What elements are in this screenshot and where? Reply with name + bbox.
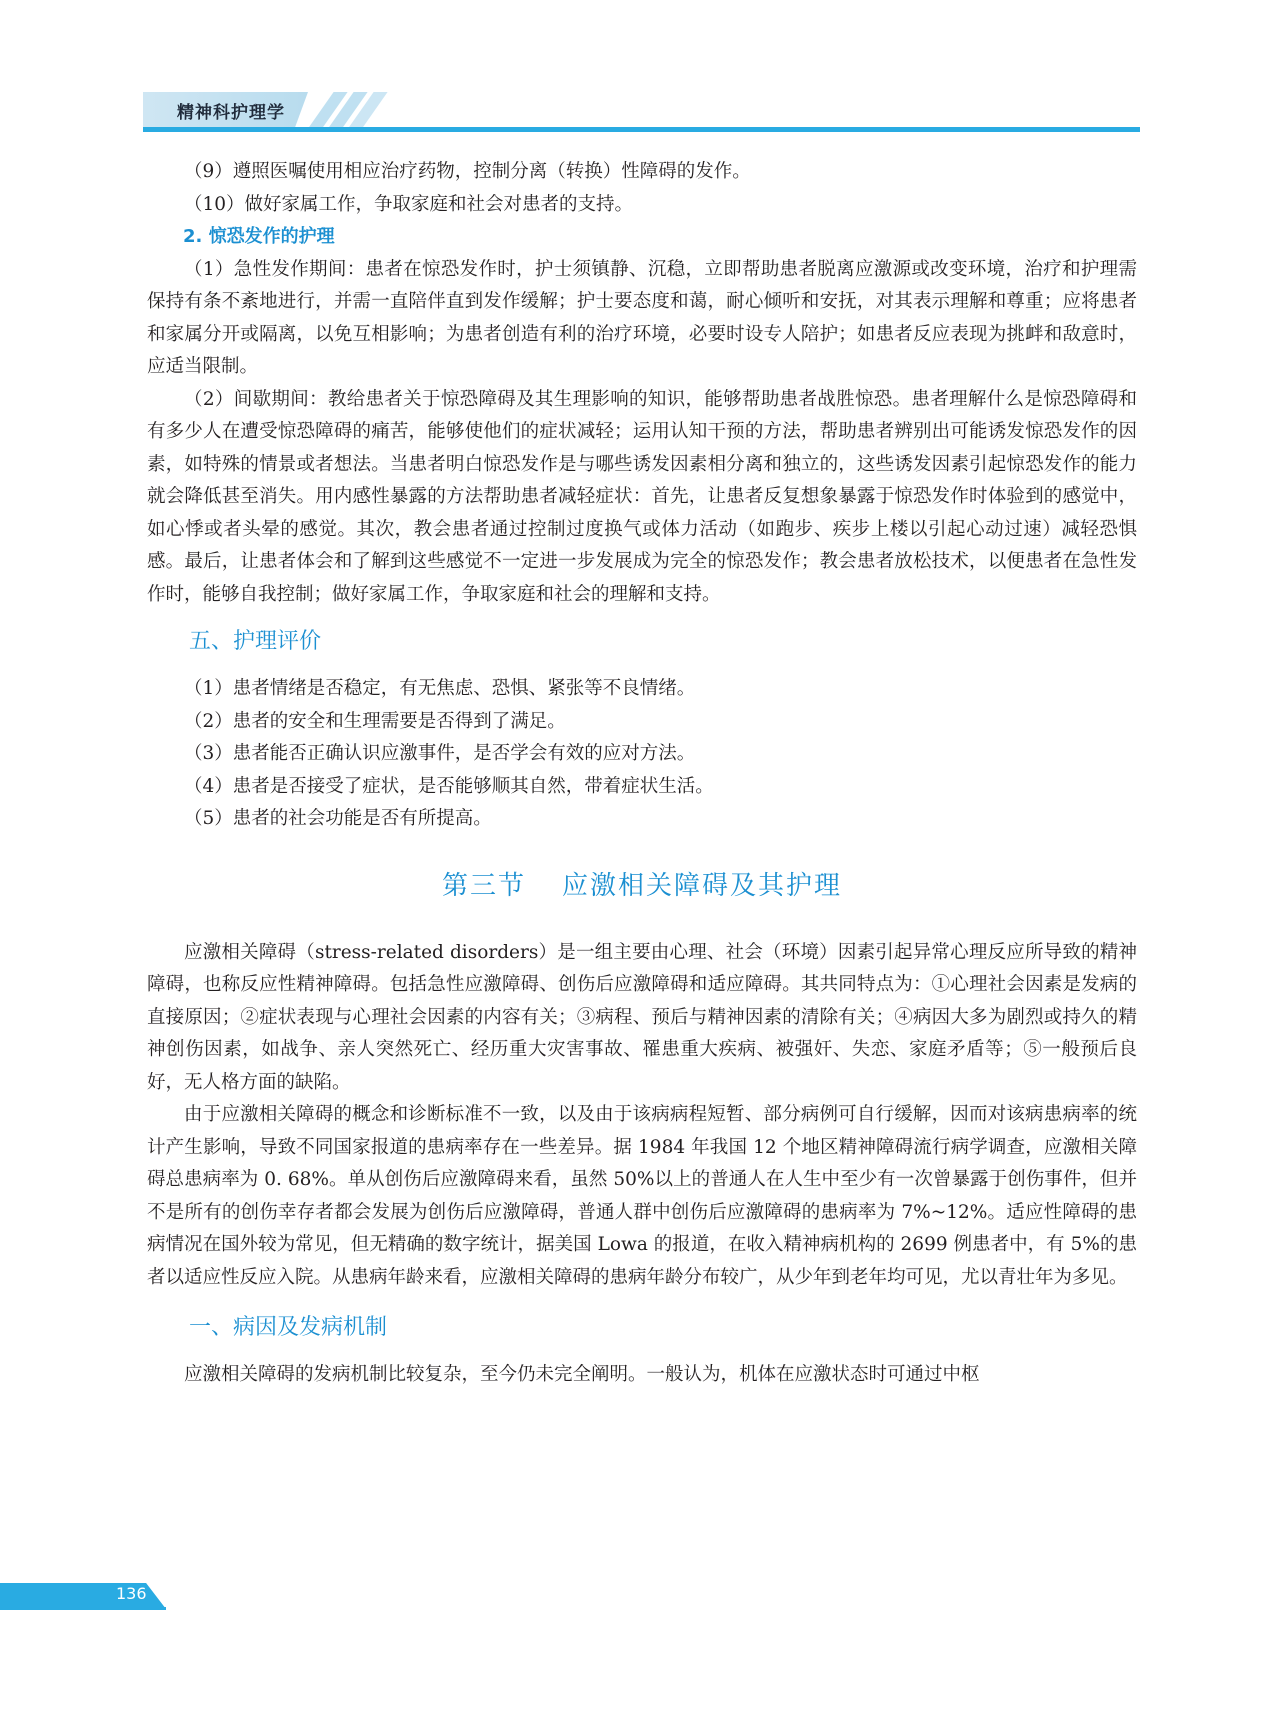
- section-name: 应激相关障碍及其护理: [562, 870, 843, 901]
- page-number: 136: [116, 1584, 147, 1603]
- paragraph-panic-acute: （1）急性发作期间：患者在惊恐发作时，护士须镇静、沉稳，立即帮助患者脱离应激源或改变环境，治疗和护理需保持有条不紊地进行，并需一直陪伴直到发作缓解；护士要态度和蔼，耐心倾听和安抚，对其表示理解和尊重；应将患者和家属分开或隔离，以免互相影响；为患者创造有利的治疗环境，必要时设专人陪护；如患者反应表现为挑衅和敌意时，应适当限制。: [147, 258, 1137, 377]
- eval-item-5: （5）患者的社会功能是否有所提高。: [184, 808, 492, 829]
- running-header: [143, 92, 1140, 132]
- heading-etiology: 一、病因及发病机制: [189, 1315, 388, 1340]
- header-rule: [143, 127, 1140, 132]
- page-content: [147, 156, 1137, 1392]
- eval-item-3: （3）患者能否正确认识应激事件，是否学会有效的应对方法。: [184, 743, 696, 764]
- paragraph-intro-prevalence: 由于应激相关障碍的概念和诊断标准不一致，以及由于该病病程短暂、部分病例可自行缓解，因而对该病患病率的统计产生影响，导致不同国家报道的患病率存在一些差异。据 1984 年我国 12 个地区精神障碍流行病学调查，应激相关障碍总患病率为 0. 68%。单从创伤后应激障碍来看，虽然 50%以上的普通人在人生中至少有一次曾暴露于创伤事件，但并不是所有的创伤幸存者都会发展为创伤后应激障碍，普通人群中创伤后应激障碍的患病率为 7%~12%。适应性障碍的患病情况在国外较为常见，但无精确的数字统计，据美国 Lowa 的报道，在收入精神病机构的 2699 例患者中，有 5%的患者以适应性反应入院。从患病年龄来看，应激相关障碍的患病年龄分布较广，从少年到老年均可见，尤以青壮年为多见。: [147, 1104, 1137, 1288]
- paragraph-intro-definition: 应激相关障碍（stress-related disorders）是一组主要由心理、社会（环境）因素引起异常心理反应所导致的精神障碍，也称反应性精神障碍。包括急性应激障碍、创伤后应激障碍和适应障碍。其共同特点为：①心理社会因素是发病的直接原因；②症状表现与心理社会因素的内容有关；③病程、预后与精神因素的清除有关；④病因大多为剧烈或持久的精神创伤因素，如战争、亲人突然死亡、经历重大灾害事故、罹患重大疾病、被强奸、失恋、家庭矛盾等；⑤一般预后良好，无人格方面的缺陷。: [147, 941, 1137, 1093]
- page-number-underline: [0, 1607, 166, 1610]
- paragraph-etiology: 应激相关障碍的发病机制比较复杂，至今仍未完全阐明。一般认为，机体在应激状态时可通过中枢: [184, 1364, 980, 1385]
- paragraph-item-10: （10）做好家属工作，争取家庭和社会对患者的支持。: [184, 193, 634, 215]
- section-number: 第三节: [441, 870, 526, 901]
- eval-item-2: （2）患者的安全和生理需要是否得到了满足。: [184, 710, 566, 732]
- paragraph-item-9: （9）遵照医嘱使用相应治疗药物，控制分离（转换）性障碍的发作。: [184, 161, 751, 182]
- subheading-panic-care: 2. 惊恐发作的护理: [183, 226, 335, 247]
- paragraph-panic-interval: （2）间歇期间：教给患者关于惊恐障碍及其生理影响的知识，能够帮助患者战胜惊恐。患者理解什么是惊恐障碍和有多少人在遭受惊恐障碍的痛苦，能够使他们的症状减轻；运用认知干预的方法，帮助患者辨别出可能诱发惊恐发作的因素，如特殊的情景或者想法。当患者明白惊恐发作是与哪些诱发因素相分离和独立的，这些诱发因素引起惊恐发作的能力就会降低甚至消失。用内感性暴露的方法帮助患者减轻症状：首先，让患者反复想象暴露于惊恐发作时体验到的感觉中，如心悸或者头晕的感觉。其次，教会患者通过控制过度换气或体力活动（如跑步、疾步上楼以引起心动过速）减轻恐惧感。最后，让患者体会和了解到这些感觉不一定进一步发展成为完全的惊恐发作；教会患者放松技术，以便患者在急性发作时，能够自我控制；做好家属工作，争取家庭和社会的理解和支持。: [147, 388, 1137, 605]
- heading-nursing-evaluation: 五、护理评价: [189, 629, 322, 654]
- eval-item-1: （1）患者情绪是否稳定，有无焦虑、恐惧、紧张等不良情绪。: [184, 678, 696, 699]
- book-title: 精神科护理学: [177, 103, 285, 123]
- eval-item-4: （4）患者是否接受了症状，是否能够顺其自然，带着症状生活。: [184, 775, 714, 797]
- section-title: [147, 866, 1137, 906]
